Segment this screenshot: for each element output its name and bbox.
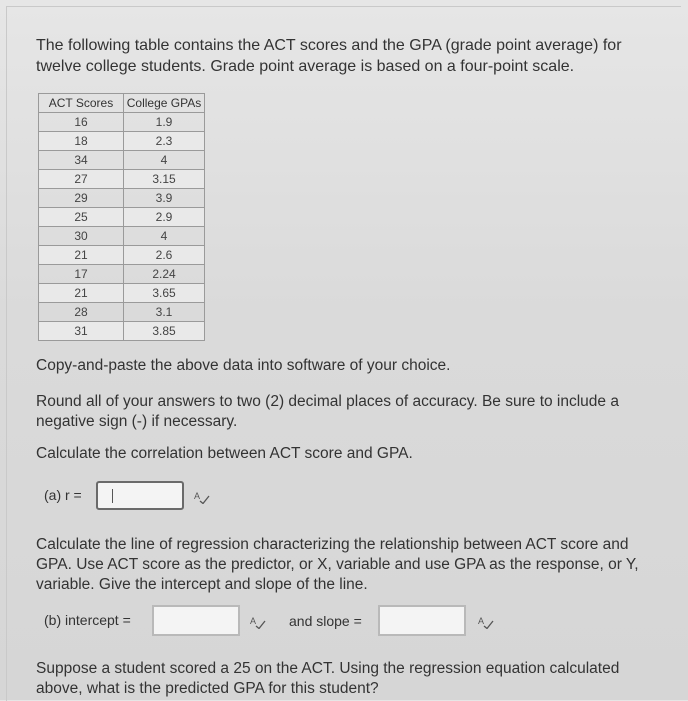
slope-input[interactable] <box>378 605 466 636</box>
svg-text:A: A <box>250 616 257 626</box>
table-row <box>39 170 205 189</box>
table-row <box>39 227 205 246</box>
act-cell: 21 <box>39 246 124 265</box>
prediction-prompt: Suppose a student scored a 25 on the ACT. Using the regression equation calculated above, what is the predicted GPA for this student? <box>36 660 620 697</box>
column-header-gpa: College GPAs <box>124 94 205 113</box>
gpa-cell: 2.9 <box>124 208 205 227</box>
gpa-cell: 2.6 <box>124 246 205 265</box>
svg-text:A: A <box>194 491 201 501</box>
regression-prompt: Calculate the line of regression characterizing the relationship between ACT score and GPA. Use ACT score as the predictor, or X, variable and use GPA as the response, or Y, variable. Give the intercept and slope of the line. <box>36 536 639 593</box>
gpa-cell: 4 <box>124 227 205 246</box>
act-cell: 16 <box>39 113 124 132</box>
act-cell: 34 <box>39 151 124 170</box>
correlation-instruction: Calculate the correlation between ACT score and GPA. <box>36 445 413 462</box>
gpa-cell: 4 <box>124 151 205 170</box>
act-cell: 17 <box>39 265 124 284</box>
table-row <box>39 113 205 132</box>
column-header-act: ACT Scores <box>39 94 124 113</box>
copy-paste-instruction: Copy-and-paste the above data into software of your choice. <box>36 357 451 374</box>
table-row <box>39 132 205 151</box>
act-cell: 18 <box>39 132 124 151</box>
spellcheck-icon[interactable] <box>250 615 266 629</box>
correlation-input[interactable] <box>96 481 184 510</box>
rounding-instruction: Round all of your answers to two (2) decimal places of accuracy. Be sure to include a negative sign (-) if necessary. <box>36 393 619 430</box>
table-row <box>39 265 205 284</box>
act-cell: 29 <box>39 189 124 208</box>
intro-text: The following table contains the ACT scores and the GPA (grade point average) for twelve college students. Grade point average is based on a four-point scale. <box>36 37 622 75</box>
table-row <box>39 322 205 341</box>
act-cell: 31 <box>39 322 124 341</box>
act-cell: 27 <box>39 170 124 189</box>
table-row <box>39 284 205 303</box>
gpa-cell: 3.65 <box>124 284 205 303</box>
gpa-cell: 3.85 <box>124 322 205 341</box>
slope-label: and slope = <box>289 613 362 629</box>
spellcheck-icon[interactable] <box>478 615 494 629</box>
gpa-cell: 1.9 <box>124 113 205 132</box>
gpa-cell: 2.24 <box>124 265 205 284</box>
intercept-input[interactable] <box>152 605 240 636</box>
data-table <box>38 93 205 341</box>
gpa-cell: 3.9 <box>124 189 205 208</box>
spellcheck-icon[interactable] <box>194 490 210 504</box>
act-cell: 30 <box>39 227 124 246</box>
table-row <box>39 208 205 227</box>
text-cursor <box>112 489 113 503</box>
gpa-cell: 3.15 <box>124 170 205 189</box>
svg-text:A: A <box>478 616 485 626</box>
table-row <box>39 151 205 170</box>
table-row <box>39 246 205 265</box>
act-cell: 25 <box>39 208 124 227</box>
table-header-row <box>39 94 205 113</box>
gpa-cell: 3.1 <box>124 303 205 322</box>
part-b-intercept-label: (b) intercept = <box>44 612 131 628</box>
gpa-cell: 2.3 <box>124 132 205 151</box>
act-cell: 21 <box>39 284 124 303</box>
table-row <box>39 189 205 208</box>
act-cell: 28 <box>39 303 124 322</box>
table-row <box>39 303 205 322</box>
part-a-label: (a) r = <box>44 487 82 503</box>
